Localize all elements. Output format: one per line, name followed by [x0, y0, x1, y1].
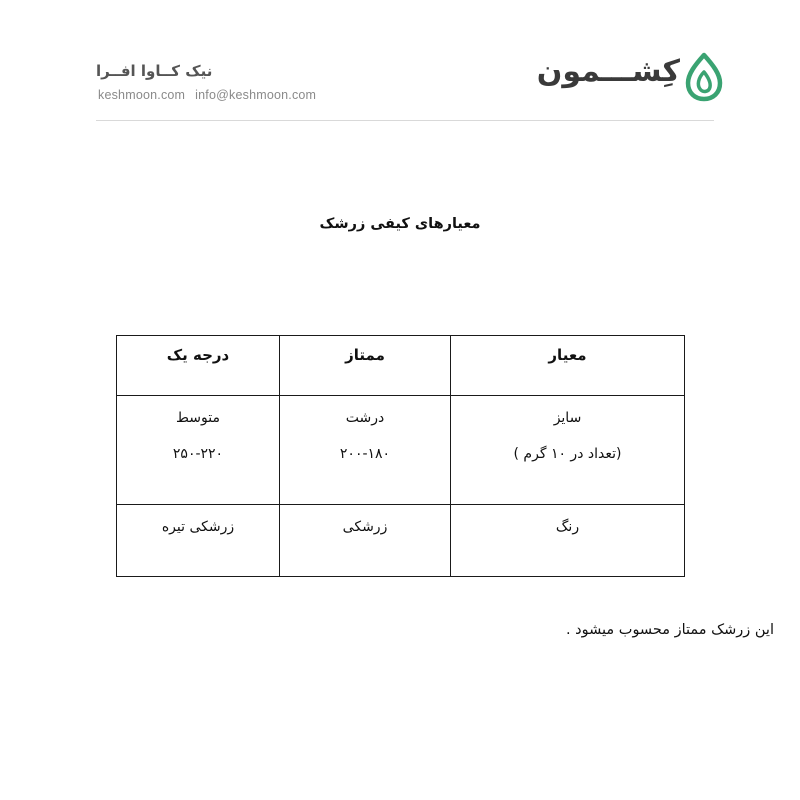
website-text: keshmoon.com — [98, 88, 186, 102]
company-contact — [98, 88, 316, 102]
cell-excellent — [280, 505, 451, 577]
cell-criterion — [451, 396, 685, 505]
header-divider — [96, 120, 714, 121]
logo-wordmark: کِشـــمون — [536, 54, 680, 89]
email-text: info@keshmoon.com — [195, 88, 317, 102]
header-grade-one: درجه یک — [117, 336, 280, 396]
table-row — [117, 396, 685, 505]
cell-criterion — [451, 505, 685, 577]
cell-text: رنگ — [555, 519, 580, 535]
cell-text: متوسط — [176, 410, 220, 426]
cell-text: زرشکی — [342, 519, 388, 535]
header-criterion: معیار — [451, 336, 685, 396]
cell-grade-one — [117, 396, 280, 505]
cell-text: زرشکی تیره — [161, 519, 235, 535]
document-title: معیارهای کیفی زرشک — [319, 216, 481, 232]
cell-text: ۲۵۰-۲۲۰ — [172, 446, 224, 462]
cell-text: سایز — [553, 410, 582, 426]
drop-leaf-icon — [684, 52, 724, 102]
brand-logo — [536, 52, 724, 106]
cell-excellent — [280, 396, 451, 505]
cell-text: (تعداد در ۱۰ گرم ) — [513, 446, 622, 462]
header-excellent: ممتاز — [280, 336, 451, 396]
cell-grade-one — [117, 505, 280, 577]
company-name: نیک کــاوا افــرا — [96, 62, 213, 80]
footer-note: این زرشک ممتاز محسوب میشود . — [565, 622, 774, 638]
table-header-row — [117, 336, 685, 396]
quality-criteria-table — [116, 335, 685, 577]
cell-text: درشت — [345, 410, 385, 426]
cell-text: ۲۰۰-۱۸۰ — [339, 446, 391, 462]
table-row — [117, 505, 685, 577]
